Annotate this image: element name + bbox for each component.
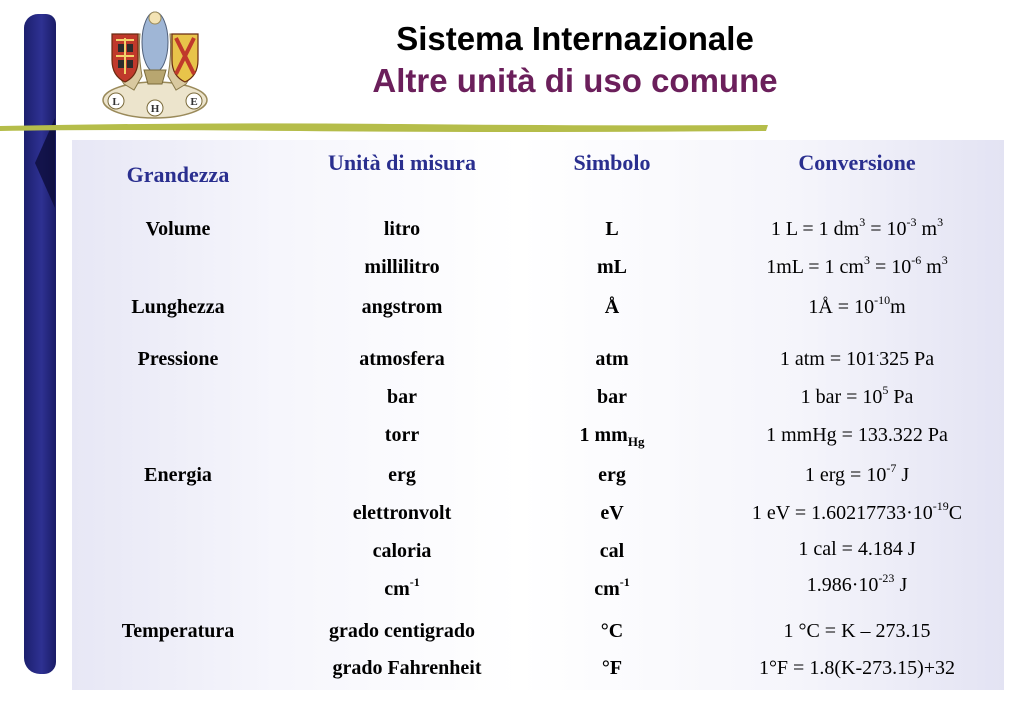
table-row bbox=[72, 461, 1004, 494]
crest-letter-l: L bbox=[112, 96, 120, 108]
conversion-cell: 1 atm = 101.325 Pa bbox=[779, 345, 935, 370]
conversion-cell: 1 bar = $10^5$ Pa bbox=[800, 383, 914, 408]
title-underline-stroke bbox=[0, 120, 770, 134]
conversion-cell: 1 erg = $10^{-7}$ J bbox=[804, 461, 910, 486]
symbol-cell: atm bbox=[595, 348, 629, 370]
coat-of-arms-icon bbox=[94, 4, 216, 122]
crest-letter-e: E bbox=[190, 96, 198, 108]
table-row bbox=[72, 499, 1004, 532]
table-row bbox=[72, 293, 1004, 326]
symbol-cell: cal bbox=[599, 540, 625, 562]
unit-cell: millilitro bbox=[364, 256, 440, 278]
conversion-cell: 1 °C = K – 273.15 bbox=[783, 620, 931, 642]
conversion-cell: 1 cal = 4.184 J bbox=[798, 538, 916, 560]
table-row bbox=[72, 253, 1004, 286]
table-row bbox=[72, 215, 1004, 248]
symbol-cell: eV bbox=[600, 502, 624, 524]
conversion-cell: 1mL = 1 $cm^3 = 10^{-6}$ $m^3$ bbox=[766, 253, 948, 278]
symbol-cell: Å bbox=[604, 296, 620, 318]
symbol-cell: °C bbox=[600, 620, 624, 642]
header-unita: Unità di misura bbox=[328, 150, 476, 175]
conversion-cell: 1 eV = $1.60217733\cdot 10^{-19}C$ bbox=[751, 499, 963, 524]
unit-cell: caloria bbox=[372, 540, 432, 562]
table-row bbox=[72, 424, 1004, 454]
page-title: Sistema Internazionale bbox=[396, 20, 754, 57]
left-decorative-bar bbox=[24, 14, 56, 674]
symbol-cell: L bbox=[605, 218, 619, 240]
symbol-cell: erg bbox=[598, 464, 626, 486]
unit-cell: atmosfera bbox=[359, 348, 445, 370]
table-row bbox=[72, 538, 1004, 568]
symbol-cell: bar bbox=[597, 386, 627, 408]
header-grandezza: Grandezza bbox=[126, 162, 230, 187]
quantity-cell: Pressione bbox=[137, 348, 219, 370]
unit-cell: $cm^{-1}$ bbox=[384, 575, 420, 600]
conversion-cell: 1 L = 1 $dm^3 = 10^{-3}$ $m^3$ bbox=[770, 215, 944, 240]
conversion-cell: 1Å = $10^{-10}m$ bbox=[808, 293, 906, 318]
symbol-cell: $cm^{-1}$ bbox=[594, 575, 630, 600]
quantity-cell: Energia bbox=[144, 464, 212, 486]
header-conversione: Conversione bbox=[798, 150, 916, 175]
symbol-cell: 1 $mm_{Hg}$ bbox=[579, 424, 645, 449]
page-subtitle: Altre unità di uso comune bbox=[372, 62, 778, 99]
unit-cell: torr bbox=[384, 424, 420, 446]
table-row bbox=[72, 345, 1004, 378]
unit-cell: angstrom bbox=[361, 296, 443, 318]
conversion-cell: 1 mmHg = 133.322 Pa bbox=[766, 424, 948, 446]
quantity-cell: Volume bbox=[145, 218, 211, 240]
crest-letter-h: H bbox=[150, 103, 160, 115]
unit-cell: litro bbox=[383, 218, 421, 240]
table-row bbox=[72, 571, 1004, 604]
conversion-cell: 1°F = 1.8(K-273.15)+32 bbox=[758, 657, 956, 679]
conversion-cell: $1.986\cdot 10^{-23}$ J bbox=[806, 571, 908, 596]
quantity-cell: Lunghezza bbox=[131, 296, 225, 318]
table-row bbox=[72, 657, 1004, 687]
table-row bbox=[72, 620, 1004, 650]
unit-cell: bar bbox=[387, 386, 417, 408]
header-simbolo: Simbolo bbox=[573, 150, 651, 175]
symbol-cell: °F bbox=[601, 657, 623, 679]
unit-cell: erg bbox=[388, 464, 416, 486]
symbol-cell: mL bbox=[597, 256, 627, 278]
units-table bbox=[72, 140, 1004, 690]
unit-cell: grado centigrado bbox=[328, 620, 476, 642]
table-row bbox=[72, 383, 1004, 416]
unit-cell: elettronvolt bbox=[352, 502, 452, 524]
quantity-cell: Temperatura bbox=[121, 620, 235, 642]
unit-cell: grado Fahrenheit bbox=[332, 657, 482, 679]
